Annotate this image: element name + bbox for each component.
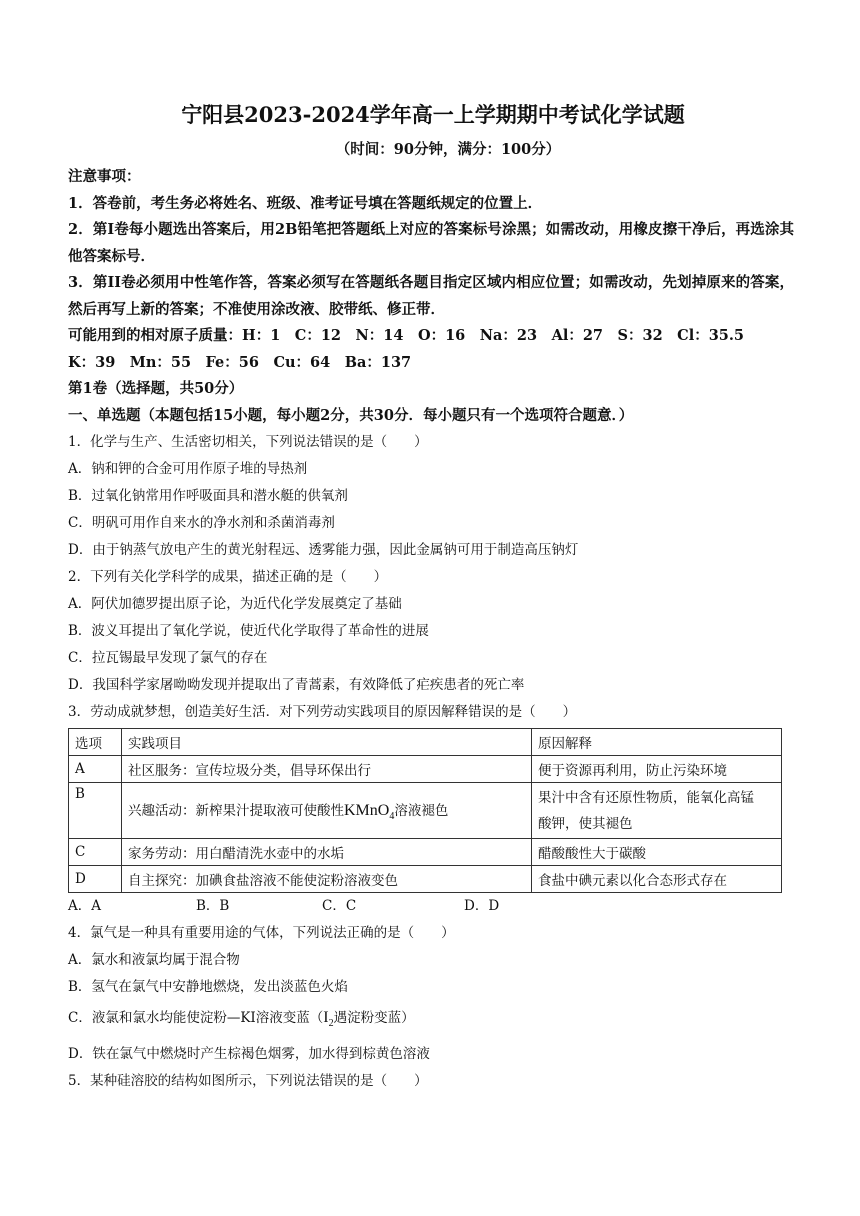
cell-reason (532, 783, 782, 839)
option-a: A．氯水和液氯均属于混合物 (68, 952, 240, 968)
formula-subscript: 2 (328, 1018, 334, 1030)
formula-main: KMnO (344, 801, 390, 819)
question-stem: 3．劳动成就梦想，创造美好生活．对下列劳动实践项目的原因解释错误的是（ ） (68, 704, 577, 720)
option-d: D．我国科学家屠呦呦发现并提取出了青蒿素，有效降低了疟疾患者的死亡率 (68, 677, 525, 693)
cell-option: C (69, 839, 122, 866)
option-b: B．波义耳提出了氧化学说，使近代化学取得了革命性的进展 (68, 623, 429, 639)
question-5 (68, 1068, 794, 1095)
cell-practice: 社区服务：宣传垃圾分类，倡导环保出行 (122, 756, 532, 783)
formula-main: I (323, 1009, 329, 1026)
question-stem: 4．氯气是一种具有重要用途的气体，下列说法正确的是（ ） (68, 925, 455, 941)
cell-option: D (69, 866, 122, 893)
reason-line-2: 酸钾，使其褪色 (538, 815, 633, 832)
page-title: 宁阳县2023-2024学年高一上学期期中考试化学试题 (181, 102, 685, 127)
question-2 (68, 564, 794, 699)
option-c-text-end: 遇淀粉变蓝） (333, 1010, 415, 1026)
notice-item-3: 3．第II卷必须用中性笔作答，答案必须写在答题纸各题目指定区域内相应位置；如需改动，先划掉原来的答案，然后再写上新的答案；不准使用涂改液、胶带纸、修正带． (68, 274, 794, 318)
practice-table (68, 728, 782, 893)
atomic-mass-line-2: K：39 Mn：55 Fe：56 Cu：64 Ba：137 (68, 353, 412, 371)
question-1 (68, 429, 794, 564)
cell-option: B (69, 783, 122, 839)
notice-item-2: 2．第Ⅰ卷每小题选出答案后，用2B铅笔把答题纸上对应的答案标号涂黑；如需改动，用橡皮擦干净后，再选涂其他答案标号． (68, 221, 794, 265)
option-b: B．氢气在氯气中安静地燃烧，发出淡蓝色火焰 (68, 979, 348, 995)
exam-page (68, 100, 794, 1095)
option-d: D．铁在氯气中燃烧时产生棕褐色烟雾，加水得到棕黄色溶液 (68, 1046, 430, 1063)
atomic-mass-line-1: 可能用到的相对原子质量：H：1 C：12 N：14 O：16 Na：23 Al：27 S：32 Cl：35.5 (68, 327, 745, 344)
option-c: C．拉瓦锡最早发现了氯气的存在 (68, 650, 268, 666)
option-a: A．阿伏加德罗提出原子论，为近代化学发展奠定了基础 (68, 596, 402, 612)
answer-choices (68, 893, 794, 920)
cell-reason: 醋酸酸性大于碳酸 (532, 839, 782, 866)
choice-a: A．A (68, 898, 101, 914)
cell-option: A (69, 756, 122, 783)
table-row (69, 866, 782, 893)
question-4 (68, 920, 794, 1068)
notice-heading: 注意事项： (68, 168, 141, 185)
question-stem: 1．化学与生产、生活密切相关，下列说法错误的是（ ） (68, 434, 428, 450)
option-b: B．过氧化钠常用作呼吸面具和潜水艇的供氧剂 (68, 488, 348, 504)
question-stem: 2．下列有关化学科学的成果，描述正确的是（ ） (68, 569, 388, 585)
option-a: A．钠和钾的合金可用作原子堆的导热剂 (68, 461, 308, 477)
cell-reason: 食盐中碘元素以化合态形式存在 (532, 866, 782, 893)
exam-time-info: （时间：90分钟，满分：100分） (335, 141, 561, 158)
cell-practice: 自主探究：加碘食盐溶液不能使淀粉溶液变色 (122, 866, 532, 893)
option-c (68, 1001, 794, 1041)
formula-kmno4 (344, 801, 395, 823)
formula-i2 (323, 1009, 334, 1030)
cell-practice: 家务劳动：用白醋清洗水壶中的水垢 (122, 839, 532, 866)
notice-item-1: 1．答卷前，考生务必将姓名、班级、准考证号填在答题纸规定的位置上． (68, 194, 543, 212)
option-c: C．明矾可用作自来水的净水剂和杀菌消毒剂 (68, 515, 335, 531)
cell-practice (122, 783, 532, 839)
header-option: 选项 (69, 729, 122, 756)
cell-reason: 便于资源再利用，防止污染环境 (532, 756, 782, 783)
table-row (69, 783, 782, 839)
reason-line-1: 果汁中含有还原性物质，能氧化高锰 (538, 789, 754, 806)
question-3 (68, 699, 794, 920)
choice-b: B．B (196, 898, 230, 914)
part1-heading: 第1卷（选择题，共50分） (68, 380, 244, 397)
practice-text: 兴趣活动：新榨果汁提取液可使酸性 (128, 802, 344, 819)
section1-heading: 一、单选题（本题包括15小题，每小题2分，共30分．每小题只有一个选项符合题意．） (68, 406, 634, 424)
choice-c: C．C (322, 898, 357, 914)
formula-subscript: 4 (389, 811, 395, 823)
table-row (69, 839, 782, 866)
table-header-row (69, 729, 782, 756)
header-practice: 实践项目 (122, 729, 532, 756)
practice-text-end: 溶液褪色 (394, 802, 449, 819)
choice-d: D．D (464, 898, 500, 914)
option-d: D．由于钠蒸气放电产生的黄光射程远、透雾能力强，因此金属钠可用于制造高压钠灯 (68, 542, 579, 558)
option-c-text: C．液氯和氯水均能使淀粉—KI溶液变蓝（ (68, 1010, 324, 1026)
table-row (69, 756, 782, 783)
question-stem: 5．某种硅溶胶的结构如图所示，下列说法错误的是（ ） (68, 1073, 428, 1090)
header-reason: 原因解释 (532, 729, 782, 756)
